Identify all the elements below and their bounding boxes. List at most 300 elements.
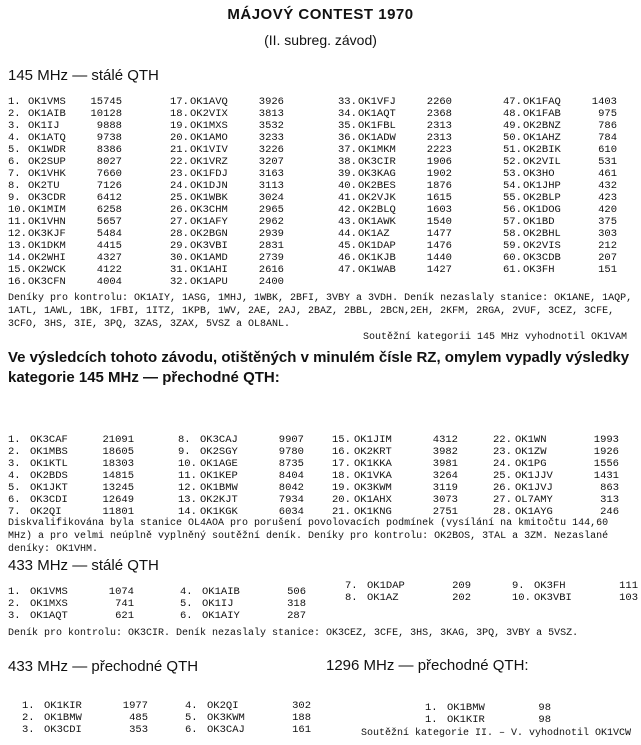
score-value: 3926 bbox=[258, 96, 284, 108]
result-row bbox=[178, 482, 304, 494]
result-row bbox=[170, 120, 284, 132]
score-value: 3532 bbox=[258, 120, 284, 132]
score-value: 531 bbox=[598, 156, 617, 168]
position-label: 3. bbox=[22, 724, 35, 736]
position-label: 9. bbox=[178, 446, 191, 458]
callsign: OK1MXS bbox=[190, 120, 228, 132]
score-value: 1427 bbox=[426, 264, 452, 276]
position-label: 6. bbox=[8, 494, 21, 506]
score-value: 9780 bbox=[278, 446, 304, 458]
callsign: OK1MXS bbox=[30, 598, 68, 610]
result-row bbox=[8, 458, 134, 470]
score-value: 15745 bbox=[90, 96, 122, 108]
callsign: OK1ZW bbox=[515, 446, 547, 458]
score-value: 1540 bbox=[426, 216, 452, 228]
results-column bbox=[8, 586, 134, 622]
score-value: 3207 bbox=[258, 156, 284, 168]
result-row bbox=[8, 494, 134, 506]
callsign: OK1KGK bbox=[200, 506, 238, 518]
callsign: OK1MIM bbox=[28, 204, 66, 216]
callsign: OK3CDR bbox=[28, 192, 66, 204]
position-label: 18. bbox=[170, 108, 189, 120]
score-value: 9738 bbox=[96, 132, 122, 144]
score-value: 161 bbox=[292, 724, 311, 736]
result-row bbox=[332, 470, 458, 482]
section-heading-433-stale: 433 MHz — stálé QTH bbox=[8, 557, 159, 574]
position-label: 23. bbox=[170, 168, 189, 180]
score-value: 287 bbox=[287, 610, 306, 622]
position-label: 28. bbox=[493, 506, 512, 518]
position-label: 48. bbox=[503, 108, 522, 120]
position-label: 5. bbox=[8, 482, 21, 494]
position-label: 24. bbox=[493, 458, 512, 470]
callsign: OK2TU bbox=[28, 180, 60, 192]
result-row bbox=[338, 156, 452, 168]
score-value: 2223 bbox=[426, 144, 452, 156]
callsign: OK1KIR bbox=[447, 714, 485, 726]
score-value: 3226 bbox=[258, 144, 284, 156]
result-row bbox=[180, 610, 306, 622]
score-value: 3119 bbox=[432, 482, 458, 494]
result-row bbox=[503, 96, 617, 108]
position-label: 15. bbox=[332, 434, 351, 446]
callsign: OK1KJB bbox=[358, 252, 396, 264]
position-label: 57. bbox=[503, 216, 522, 228]
result-row bbox=[185, 724, 311, 736]
score-value: 111 bbox=[619, 580, 638, 592]
callsign: OK2BLP bbox=[523, 192, 561, 204]
callsign: OK2WCK bbox=[28, 264, 66, 276]
score-value: 621 bbox=[115, 610, 134, 622]
results-column bbox=[22, 700, 148, 736]
score-value: 485 bbox=[129, 712, 148, 724]
position-label: 20. bbox=[170, 132, 189, 144]
results-column bbox=[345, 580, 471, 604]
score-value: 741 bbox=[115, 598, 134, 610]
result-row bbox=[8, 252, 122, 264]
note-145-prech: Diskvalifikována byla stanice OL4AOA pro porušení povolovacích podmínek (vysílání na kmitočtu 144,60 MHz) a pro velmi neúplně vyplněný soutěžní deník. Deníky pro kontrolu: OK2BOS, 3TAL a 3ZM. Nezaslané deníky: OK1VHM. bbox=[8, 518, 609, 555]
position-label: 38. bbox=[338, 156, 357, 168]
callsign: OK2SGY bbox=[200, 446, 238, 458]
result-row bbox=[503, 192, 617, 204]
callsign: OL7AMY bbox=[515, 494, 553, 506]
result-row bbox=[178, 458, 304, 470]
note-145-stale: Deníky pro kontrolu: OK1AIY, 1ASG, 1MHJ, 1WBK, 2BFI, 3VBY a 3VDH. Deník nezaslaly stanice: OK1ANE, 1AQP, 1ATL, 1AWL, 1BK, 1FBI, 1ITZ, 1KPB, 1WV, 2AE, 2AJ, 2BAZ, 2BBL, 2BCN,2EH, 2KFM, 2RGA, 2VUF, 3CEZ, 3CFE, 3CFO, 3HS, 3IE, 3PQ, 3ZAS, 3ZAX, 5VSZ a OL8ANL. bbox=[8, 293, 633, 330]
result-row bbox=[338, 192, 452, 204]
score-value: 2939 bbox=[258, 228, 284, 240]
callsign: OK1MBS bbox=[30, 446, 68, 458]
score-value: 7660 bbox=[96, 168, 122, 180]
result-row bbox=[338, 144, 452, 156]
callsign: OK2QI bbox=[30, 506, 62, 518]
callsign: OK2BIK bbox=[523, 144, 561, 156]
position-label: 10. bbox=[178, 458, 197, 470]
results-column bbox=[8, 96, 122, 288]
callsign: OK3VBI bbox=[190, 240, 228, 252]
position-label: 8. bbox=[8, 180, 21, 192]
result-row bbox=[338, 216, 452, 228]
position-label: 14. bbox=[8, 252, 27, 264]
score-value: 506 bbox=[287, 586, 306, 598]
position-label: 7. bbox=[8, 506, 21, 518]
score-value: 3113 bbox=[258, 180, 284, 192]
score-value: 3981 bbox=[432, 458, 458, 470]
position-label: 43. bbox=[338, 216, 357, 228]
position-label: 1. bbox=[8, 96, 21, 108]
position-label: 59. bbox=[503, 240, 522, 252]
results-column bbox=[170, 96, 284, 288]
score-value: 212 bbox=[598, 240, 617, 252]
score-value: 1977 bbox=[122, 700, 148, 712]
result-row bbox=[338, 240, 452, 252]
results-column bbox=[512, 580, 638, 604]
callsign: OK2QI bbox=[207, 700, 239, 712]
result-row bbox=[503, 252, 617, 264]
callsign: OK1FAQ bbox=[523, 96, 561, 108]
callsign: OK2VJK bbox=[358, 192, 396, 204]
result-row bbox=[503, 240, 617, 252]
result-row bbox=[503, 132, 617, 144]
result-row bbox=[8, 482, 134, 494]
position-label: 54. bbox=[503, 180, 522, 192]
score-value: 8404 bbox=[278, 470, 304, 482]
result-row bbox=[170, 180, 284, 192]
result-row bbox=[8, 120, 122, 132]
result-row bbox=[8, 228, 122, 240]
position-label: 17. bbox=[170, 96, 189, 108]
score-value: 1993 bbox=[593, 434, 619, 446]
callsign: OK1KEP bbox=[200, 470, 238, 482]
result-row bbox=[345, 592, 471, 604]
position-label: 22. bbox=[170, 156, 189, 168]
position-label: 29. bbox=[170, 240, 189, 252]
position-label: 7. bbox=[8, 168, 21, 180]
callsign: OK1AIB bbox=[28, 108, 66, 120]
score-value: 1615 bbox=[426, 192, 452, 204]
position-label: 20. bbox=[332, 494, 351, 506]
position-label: 2. bbox=[8, 598, 21, 610]
result-row bbox=[503, 168, 617, 180]
result-row bbox=[503, 264, 617, 276]
position-label: 4. bbox=[185, 700, 198, 712]
callsign: OK3HO bbox=[523, 168, 555, 180]
result-row bbox=[338, 204, 452, 216]
callsign: OK1VMS bbox=[30, 586, 68, 598]
score-value: 420 bbox=[598, 204, 617, 216]
score-value: 2962 bbox=[258, 216, 284, 228]
score-value: 21091 bbox=[102, 434, 134, 446]
position-label: 61. bbox=[503, 264, 522, 276]
result-row bbox=[8, 470, 134, 482]
position-label: 1. bbox=[8, 586, 21, 598]
callsign: OK2VIS bbox=[523, 240, 561, 252]
result-row bbox=[22, 700, 148, 712]
result-row bbox=[8, 156, 122, 168]
callsign: OK3CAJ bbox=[200, 434, 238, 446]
score-value: 1440 bbox=[426, 252, 452, 264]
callsign: OK1AFY bbox=[190, 216, 228, 228]
score-value: 188 bbox=[292, 712, 311, 724]
callsign: OK3CDB bbox=[523, 252, 561, 264]
result-row bbox=[338, 96, 452, 108]
result-row bbox=[8, 216, 122, 228]
score-value: 1926 bbox=[593, 446, 619, 458]
result-row bbox=[332, 458, 458, 470]
position-label: 45. bbox=[338, 240, 357, 252]
callsign: OK1AWK bbox=[358, 216, 396, 228]
callsign: OK1JKT bbox=[30, 482, 68, 494]
callsign: OK1DJN bbox=[190, 180, 228, 192]
callsign: OK1FAB bbox=[523, 108, 561, 120]
callsign: OK1AYG bbox=[515, 506, 553, 518]
result-row bbox=[170, 216, 284, 228]
result-row bbox=[170, 96, 284, 108]
result-row bbox=[503, 120, 617, 132]
position-label: 17. bbox=[332, 458, 351, 470]
callsign: OK3CHM bbox=[190, 204, 228, 216]
callsign: OK1AVQ bbox=[190, 96, 228, 108]
position-label: 47. bbox=[338, 264, 357, 276]
callsign: OK3CAJ bbox=[207, 724, 245, 736]
callsign: OK1KNG bbox=[354, 506, 392, 518]
result-row bbox=[512, 580, 638, 592]
result-row bbox=[8, 264, 122, 276]
result-row bbox=[178, 446, 304, 458]
score-value: 375 bbox=[598, 216, 617, 228]
score-value: 1603 bbox=[426, 204, 452, 216]
callsign: OK3KWM bbox=[207, 712, 245, 724]
section-heading-145-stale: 145 MHz — stálé QTH bbox=[8, 67, 159, 84]
position-label: 27. bbox=[493, 494, 512, 506]
correction-notice: Ve výsledcích tohoto závodu, otištěných v minulém čísle RZ, omylem vypadly výsledky kategorie 145 MHz — přechodné QTH: bbox=[8, 349, 630, 386]
result-row bbox=[170, 168, 284, 180]
result-row bbox=[503, 216, 617, 228]
callsign: OK2VIL bbox=[523, 156, 561, 168]
callsign: OK2BDS bbox=[30, 470, 68, 482]
score-value: 2313 bbox=[426, 132, 452, 144]
callsign: OK1AHX bbox=[354, 494, 392, 506]
position-label: 6. bbox=[185, 724, 198, 736]
position-label: 6. bbox=[8, 156, 21, 168]
position-label: 1. bbox=[8, 434, 21, 446]
result-row bbox=[503, 156, 617, 168]
result-row bbox=[8, 180, 122, 192]
score-value: 3264 bbox=[432, 470, 458, 482]
position-label: 39. bbox=[338, 168, 357, 180]
result-row bbox=[338, 168, 452, 180]
result-row bbox=[503, 180, 617, 192]
score-value: 353 bbox=[129, 724, 148, 736]
callsign: OK1AZ bbox=[367, 592, 399, 604]
score-value: 1477 bbox=[426, 228, 452, 240]
position-label: 37. bbox=[338, 144, 357, 156]
callsign: OK1DAP bbox=[367, 580, 405, 592]
result-row bbox=[338, 108, 452, 120]
callsign: OK1JIM bbox=[354, 434, 392, 446]
score-value: 202 bbox=[452, 592, 471, 604]
result-row bbox=[8, 192, 122, 204]
result-row bbox=[170, 276, 284, 288]
position-label: 11. bbox=[178, 470, 197, 482]
score-value: 1556 bbox=[593, 458, 619, 470]
score-value: 2616 bbox=[258, 264, 284, 276]
position-label: 9. bbox=[512, 580, 525, 592]
callsign: OK1ADW bbox=[358, 132, 396, 144]
position-label: 1. bbox=[425, 714, 438, 726]
position-label: 41. bbox=[338, 192, 357, 204]
callsign: OK2BHL bbox=[523, 228, 561, 240]
position-label: 34. bbox=[338, 108, 357, 120]
result-row bbox=[332, 494, 458, 506]
position-label: 27. bbox=[170, 216, 189, 228]
callsign: OK1KTL bbox=[30, 458, 68, 470]
callsign: OK1AMD bbox=[190, 252, 228, 264]
page-title: MÁJOVÝ CONTEST 1970 bbox=[227, 6, 414, 23]
section-heading-433-prech: 433 MHz — přechodné QTH bbox=[8, 658, 199, 675]
score-value: 7126 bbox=[96, 180, 122, 192]
results-column bbox=[185, 700, 311, 736]
callsign: OK1VHK bbox=[28, 168, 66, 180]
position-label: 1. bbox=[425, 702, 438, 714]
score-value: 18605 bbox=[102, 446, 134, 458]
score-value: 18303 bbox=[102, 458, 134, 470]
position-label: 11. bbox=[8, 216, 27, 228]
result-row bbox=[170, 132, 284, 144]
callsign: OK1IJ bbox=[28, 120, 60, 132]
result-row bbox=[493, 470, 619, 482]
callsign: OK3KWM bbox=[354, 482, 392, 494]
score-value: 4327 bbox=[96, 252, 122, 264]
score-value: 8386 bbox=[96, 144, 122, 156]
score-value: 1876 bbox=[426, 180, 452, 192]
result-row bbox=[170, 264, 284, 276]
position-label: 4. bbox=[8, 470, 21, 482]
callsign: OK2BGN bbox=[190, 228, 228, 240]
score-value: 11801 bbox=[102, 506, 134, 518]
callsign: OK2BLQ bbox=[358, 204, 396, 216]
position-label: 44. bbox=[338, 228, 357, 240]
result-row bbox=[503, 204, 617, 216]
callsign: OK1AZ bbox=[358, 228, 390, 240]
result-row bbox=[8, 276, 122, 288]
callsign: OK1AGE bbox=[200, 458, 238, 470]
score-value: 8042 bbox=[278, 482, 304, 494]
score-value: 2751 bbox=[432, 506, 458, 518]
result-row bbox=[170, 204, 284, 216]
score-value: 8735 bbox=[278, 458, 304, 470]
result-row bbox=[170, 192, 284, 204]
result-row bbox=[493, 446, 619, 458]
score-value: 2400 bbox=[258, 276, 284, 288]
callsign: OK1VHN bbox=[28, 216, 66, 228]
position-label: 36. bbox=[338, 132, 357, 144]
result-row bbox=[345, 580, 471, 592]
score-value: 3163 bbox=[258, 168, 284, 180]
result-row bbox=[178, 434, 304, 446]
position-label: 31. bbox=[170, 264, 189, 276]
position-label: 16. bbox=[8, 276, 27, 288]
position-label: 26. bbox=[493, 482, 512, 494]
callsign: OK1VIV bbox=[190, 144, 228, 156]
callsign: OK3CDI bbox=[44, 724, 82, 736]
result-row bbox=[178, 470, 304, 482]
callsign: OK3CIR bbox=[358, 156, 396, 168]
callsign: OK1FDJ bbox=[190, 168, 228, 180]
result-row bbox=[8, 204, 122, 216]
score-value: 2739 bbox=[258, 252, 284, 264]
position-label: 46. bbox=[338, 252, 357, 264]
result-row bbox=[8, 446, 134, 458]
score-value: 3073 bbox=[432, 494, 458, 506]
result-row bbox=[338, 264, 452, 276]
callsign: OK1VMS bbox=[28, 96, 66, 108]
score-value: 313 bbox=[600, 494, 619, 506]
callsign: OK1BMW bbox=[44, 712, 82, 724]
score-value: 432 bbox=[598, 180, 617, 192]
result-row bbox=[8, 96, 122, 108]
score-value: 786 bbox=[598, 120, 617, 132]
score-value: 2313 bbox=[426, 120, 452, 132]
score-value: 3024 bbox=[258, 192, 284, 204]
result-row bbox=[170, 156, 284, 168]
position-label: 2. bbox=[8, 108, 21, 120]
callsign: OK1APU bbox=[190, 276, 228, 288]
score-value: 975 bbox=[598, 108, 617, 120]
position-label: 16. bbox=[332, 446, 351, 458]
position-label: 2. bbox=[8, 446, 21, 458]
results-column bbox=[180, 586, 306, 622]
position-label: 1. bbox=[22, 700, 35, 712]
position-label: 7. bbox=[345, 580, 358, 592]
callsign: OK1AHZ bbox=[523, 132, 561, 144]
result-row bbox=[180, 586, 306, 598]
callsign: OK1MKM bbox=[358, 144, 396, 156]
score-value: 1902 bbox=[426, 168, 452, 180]
result-row bbox=[503, 228, 617, 240]
position-label: 6. bbox=[180, 610, 193, 622]
evaluated-note-145: Soutěžní kategorii 145 MHz vyhodnotil OK1VAM bbox=[362, 332, 627, 343]
callsign: OK2KJT bbox=[200, 494, 238, 506]
score-value: 6412 bbox=[96, 192, 122, 204]
callsign: OK1AMO bbox=[190, 132, 228, 144]
result-row bbox=[8, 598, 134, 610]
result-row bbox=[8, 586, 134, 598]
score-value: 4004 bbox=[96, 276, 122, 288]
callsign: OK3KAG bbox=[358, 168, 396, 180]
callsign: OK2KRT bbox=[354, 446, 392, 458]
callsign: OK3VBI bbox=[534, 592, 572, 604]
position-label: 3. bbox=[8, 120, 21, 132]
position-label: 52. bbox=[503, 156, 522, 168]
callsign: OK1AHI bbox=[190, 264, 228, 276]
position-label: 5. bbox=[185, 712, 198, 724]
callsign: OK3CAF bbox=[30, 434, 68, 446]
results-column bbox=[493, 434, 619, 518]
score-value: 13245 bbox=[102, 482, 134, 494]
callsign: OK1AQT bbox=[358, 108, 396, 120]
score-value: 10128 bbox=[90, 108, 122, 120]
score-value: 318 bbox=[287, 598, 306, 610]
score-value: 610 bbox=[598, 144, 617, 156]
callsign: OK1IJ bbox=[202, 598, 234, 610]
position-label: 19. bbox=[332, 482, 351, 494]
result-row bbox=[425, 702, 551, 714]
callsign: OK1PG bbox=[515, 458, 547, 470]
score-value: 1906 bbox=[426, 156, 452, 168]
callsign: OK1JJV bbox=[515, 470, 553, 482]
score-value: 1431 bbox=[593, 470, 619, 482]
callsign: OK1WN bbox=[515, 434, 547, 446]
